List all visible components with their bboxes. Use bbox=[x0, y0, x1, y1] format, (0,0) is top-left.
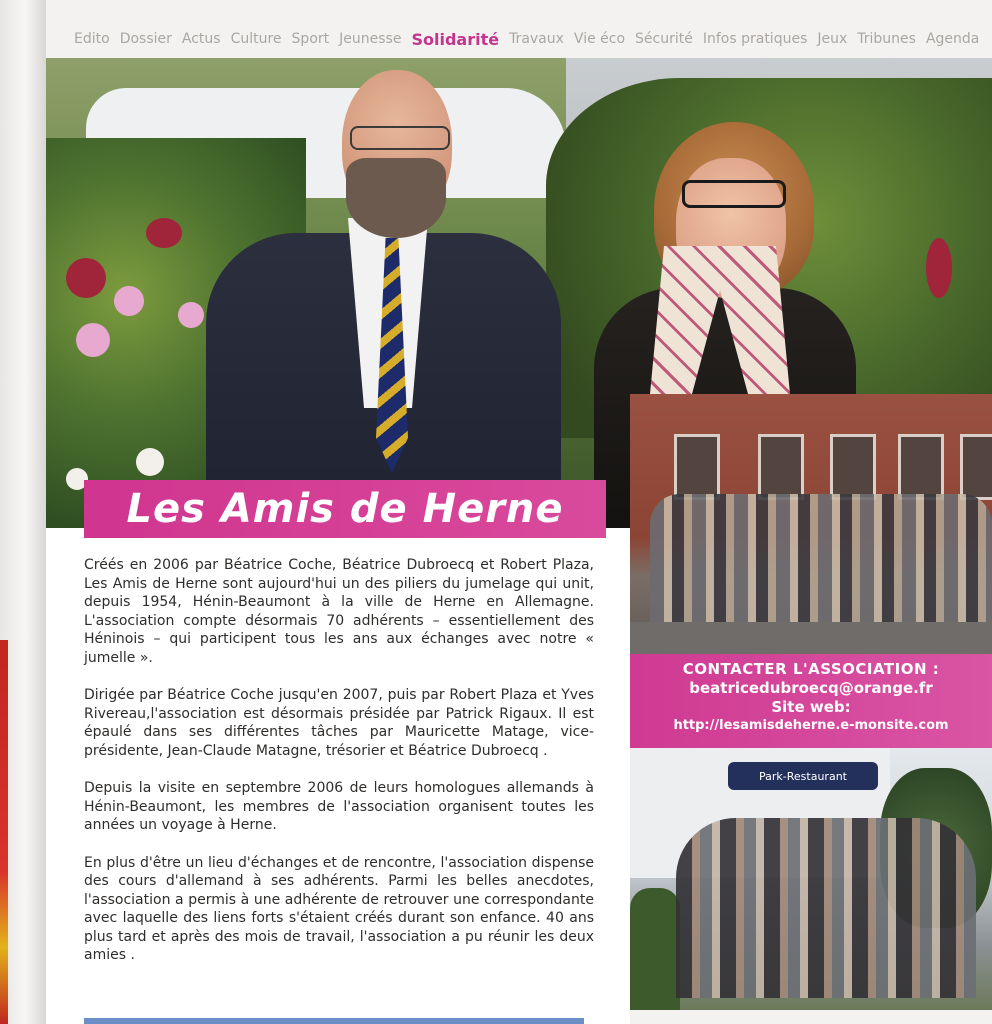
bottom-rule bbox=[84, 1018, 584, 1024]
contact-box bbox=[630, 654, 992, 748]
nav-item-jeunesse[interactable]: Jeunesse bbox=[339, 31, 402, 47]
window bbox=[830, 434, 876, 500]
window bbox=[898, 434, 944, 500]
adjacent-page-edge bbox=[0, 640, 8, 1024]
nav-item-actus[interactable]: Actus bbox=[181, 31, 221, 47]
hedge bbox=[630, 888, 680, 1010]
article-body bbox=[84, 556, 594, 984]
man-beard bbox=[346, 158, 446, 238]
man-glasses bbox=[350, 126, 450, 150]
nav-item-securite[interactable]: Sécurité bbox=[635, 31, 693, 47]
window bbox=[960, 434, 992, 500]
nav-item-vie-eco[interactable]: Vie éco bbox=[573, 31, 626, 47]
article-paragraph: Créés en 2006 par Béatrice Coche, Béatrice Dubroecq et Robert Plaza, Les Amis de Herne sont aujourd'hui un des piliers du jumelage qui unit, depuis 1954, Hénin-Beaumont à la ville de Herne en Allemagne. L'association compte désormais 70 adhérents – essentiellement des Héninois – qui participent tous les ans aux échanges avec notre « jumelle ». bbox=[84, 557, 594, 666]
nav-item-agenda[interactable]: Agenda bbox=[925, 31, 980, 47]
article-title: Les Amis de Herne bbox=[126, 486, 564, 532]
flower bbox=[146, 218, 182, 248]
flower bbox=[178, 302, 204, 328]
nav-item-dossier[interactable]: Dossier bbox=[119, 31, 172, 47]
contact-heading: CONTACTER L'ASSOCIATION : bbox=[682, 660, 940, 678]
site-url[interactable]: http://lesamisdeherne.e-monsite.com bbox=[673, 718, 949, 733]
flower bbox=[66, 258, 106, 298]
article-paragraph: En plus d'être un lieu d'échanges et de rencontre, l'association dispense des cours d'allemand à ses adhérents. Parmi les belles anecdotes, l'association a permis à une adhérente de retrouver une correspondante avec laquelle des liens forts s'étaient créés durant son enfance. 40 ans plus tard et après des mois de travail, l'association a pu réunir les deux amies . bbox=[84, 854, 594, 963]
group-photo-park-restaurant bbox=[630, 748, 992, 1010]
nav-item-culture[interactable]: Culture bbox=[230, 31, 282, 47]
nav-item-sport[interactable]: Sport bbox=[291, 31, 330, 47]
woman-glasses bbox=[682, 180, 786, 208]
pavement bbox=[630, 622, 992, 654]
site-label: Site web: bbox=[771, 698, 851, 716]
nav-item-travaux[interactable]: Travaux bbox=[509, 31, 564, 47]
restaurant-sign: Park-Restaurant bbox=[728, 762, 878, 790]
nav-item-tribunes[interactable]: Tribunes bbox=[857, 31, 916, 47]
nav-item-edito[interactable]: Edito bbox=[74, 31, 110, 47]
window bbox=[674, 434, 720, 500]
nav-item-jeux[interactable]: Jeux bbox=[817, 31, 848, 47]
nav-item-solidarite[interactable]: Solidarité bbox=[411, 29, 500, 49]
flower bbox=[926, 238, 952, 298]
flower bbox=[114, 286, 144, 316]
article-paragraph: Depuis la visite en septembre 2006 de leurs homologues allemands à Hénin-Beaumont, les membres de l'association organisent toutes les années un voyage à Herne. bbox=[84, 780, 594, 833]
section-nav bbox=[74, 24, 984, 54]
article-title-band bbox=[84, 480, 606, 538]
group-of-people bbox=[650, 494, 992, 624]
nav-item-infos-pratiques[interactable]: Infos pratiques bbox=[702, 31, 808, 47]
flower bbox=[76, 323, 110, 357]
article-paragraph: Dirigée par Béatrice Coche jusqu'en 2007, puis par Robert Plaza et Yves Rivereau,l'association est désormais présidée par Patrick Rigaux. Il est épaulé dans ses différentes tâches par Mauricette Matage, vice-présidente, Jean-Claude Matagne, trésorier et Béatrice Dubroecq . bbox=[84, 687, 594, 759]
group-of-people bbox=[676, 818, 976, 998]
window bbox=[758, 434, 804, 500]
group-photo-brick-building bbox=[630, 394, 992, 654]
contact-email[interactable]: beatricedubroecq@orange.fr bbox=[689, 679, 933, 697]
flower bbox=[136, 448, 164, 476]
